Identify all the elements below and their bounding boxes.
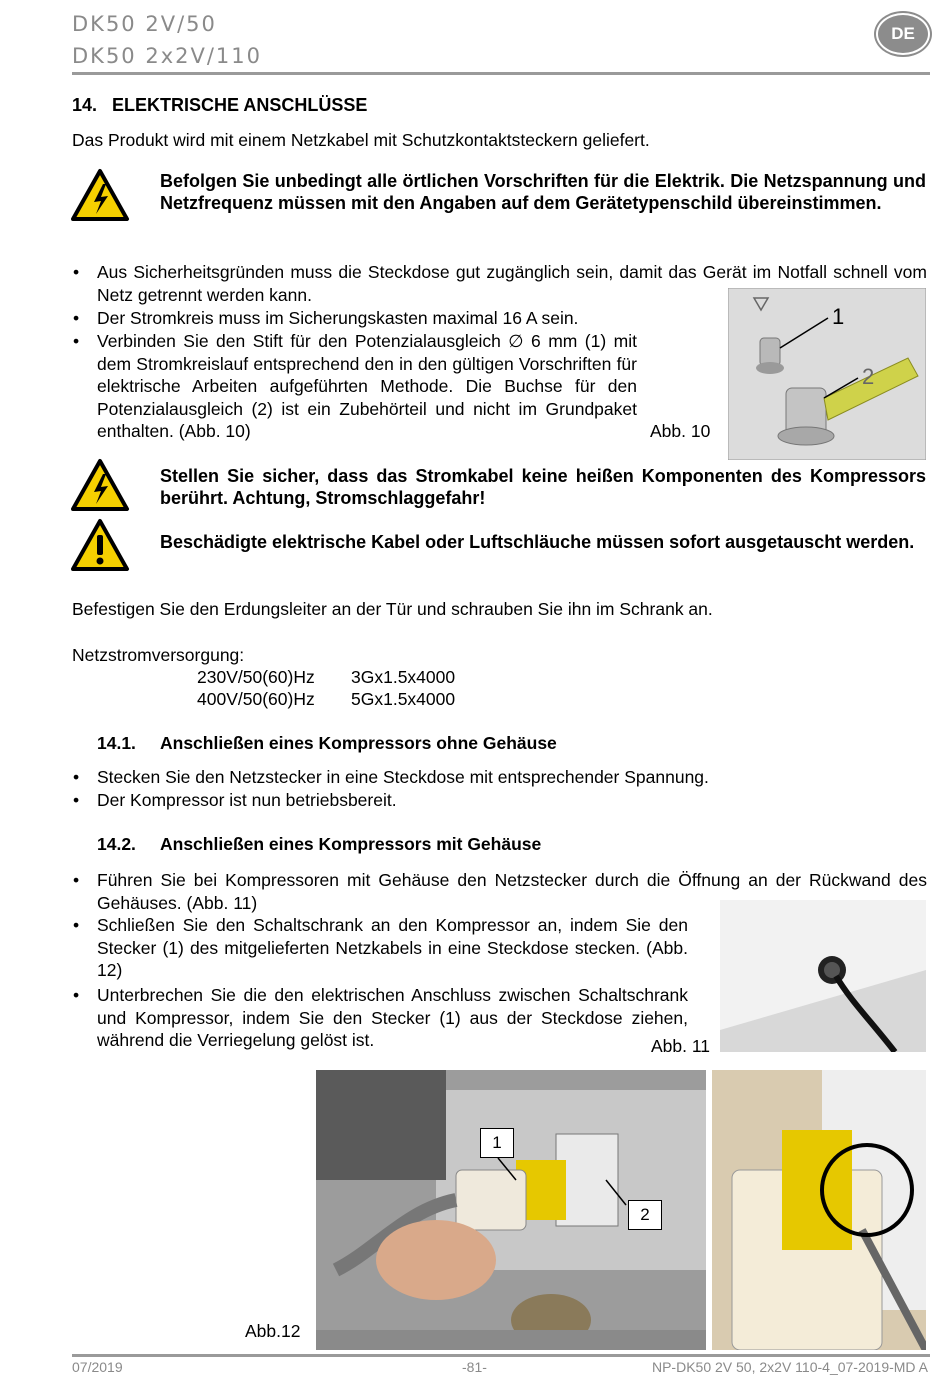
grounding-text: Befestigen Sie den Erdungsleiter an der Tür und schrauben Sie ihn im Schrank an. [72, 599, 713, 619]
figure-12-callout-2: 2 [628, 1200, 662, 1230]
figure-12-detail-latch [712, 1070, 926, 1350]
figure-10-label-1: 1 [832, 304, 845, 329]
subsection-number: 14.2. [97, 834, 136, 854]
electric-warning-icon [70, 168, 130, 222]
figure-10-caption: Abb. 10 [650, 421, 711, 441]
figure-10-label-2: 2 [862, 364, 875, 389]
caution-warning-icon [70, 518, 130, 572]
supply-cable: 5Gx1.5x4000 [351, 689, 456, 709]
language-badge: DE [876, 13, 930, 55]
header-divider [72, 72, 930, 75]
supply-label: Netzstromversorgung: [72, 645, 245, 665]
intro-text: Das Produkt wird mit einem Netzkabel mit Schutzkontaktsteckern geliefert. [72, 130, 650, 150]
list-item: • Verbinden Sie den Stift für den Potenzialausgleich ∅ 6 mm (1) mit dem Stromkreislauf entsprechend den in den gültigen Vorschriften für elektrische Arbeiten aufgeführten Methode. Die Buchse für den Potenzialausgleich (2) ist ein Zubehörteil und nicht im Grundpaket enthalten. (Abb. 10) [73, 331, 637, 441]
figure-10-equipotential-pin [728, 288, 926, 460]
page-number: -81- [462, 1359, 487, 1375]
footer-divider [72, 1354, 930, 1357]
figure-12-caption: Abb.12 [245, 1321, 301, 1341]
figure-11-caption: Abb. 11 [651, 1036, 711, 1056]
warning-electrical-regulations: Befolgen Sie unbedingt alle örtlichen Vorschriften für die Elektrik. Die Netzspannung und Netzfrequenz müssen mit den Angaben auf dem Gerätetypenschild übereinstimmen. [160, 171, 926, 213]
footer-date: 07/2019 [72, 1359, 123, 1375]
header-model-line2: DK50 2x2V/110 [72, 44, 263, 68]
electric-warning-icon [70, 458, 130, 512]
warning-damaged-cables: Beschädigte elektrische Kabel oder Luftschläuche müssen sofort ausgetauscht werden. [160, 532, 915, 552]
supply-cable: 3Gx1.5x4000 [351, 667, 456, 687]
section-title: ELEKTRISCHE ANSCHLÜSSE [112, 95, 368, 115]
supply-voltage: 400V/50(60)Hz [197, 689, 315, 709]
supply-voltage: 230V/50(60)Hz [197, 667, 315, 687]
list-item: • Schließen Sie den Schaltschrank an den Kompressor an, indem Sie den Stecker (1) des mitgelieferten Netzkabels in eine Steckdose stecken. (Abb. 12) [73, 915, 688, 980]
list-item: • Stecken Sie den Netzstecker in eine Steckdose mit entsprechender Spannung. [73, 767, 709, 787]
subsection-number: 14.1. [97, 733, 136, 753]
figure-11-cable-opening [720, 900, 926, 1052]
footer-document-id: NP-DK50 2V 50, 2x2V 110-4_07-2019-MD A [651, 1359, 928, 1375]
list-item: • Unterbrechen Sie die den elektrischen Anschluss zwischen Schaltschrank und Kompressor, indem Sie den Stecker (1) aus der Steckdose ziehen, während die Verriegelung gelöst ist. [73, 985, 688, 1050]
list-item: • Aus Sicherheitsgründen muss die Steckdose gut zugänglich sein, damit das Gerät im Notfall schnell vom Netz getrennt werden kann. [73, 262, 927, 305]
figure-12-callout-1: 1 [480, 1128, 514, 1158]
subsection-title: Anschließen eines Kompressors mit Gehäuse [160, 834, 542, 854]
header-model-line1: DK50 2V/50 [72, 12, 217, 36]
list-item: • Der Kompressor ist nun betriebsbereit. [73, 790, 397, 810]
section-number: 14. [72, 95, 98, 115]
list-item: • Der Stromkreis muss im Sicherungskasten maximal 16 A sein. [73, 308, 579, 328]
list-item: • Führen Sie bei Kompressoren mit Gehäuse den Netzstecker durch die Öffnung an der Rückwand des Gehäuses. (Abb. 11) [73, 870, 927, 913]
subsection-title: Anschließen eines Kompressors ohne Gehäuse [160, 733, 557, 753]
warning-hot-components: Stellen Sie sicher, dass das Stromkabel keine heißen Komponenten des Kompressors berührt. Achtung, Stromschlaggefahr! [160, 466, 926, 508]
section-heading [72, 95, 367, 116]
